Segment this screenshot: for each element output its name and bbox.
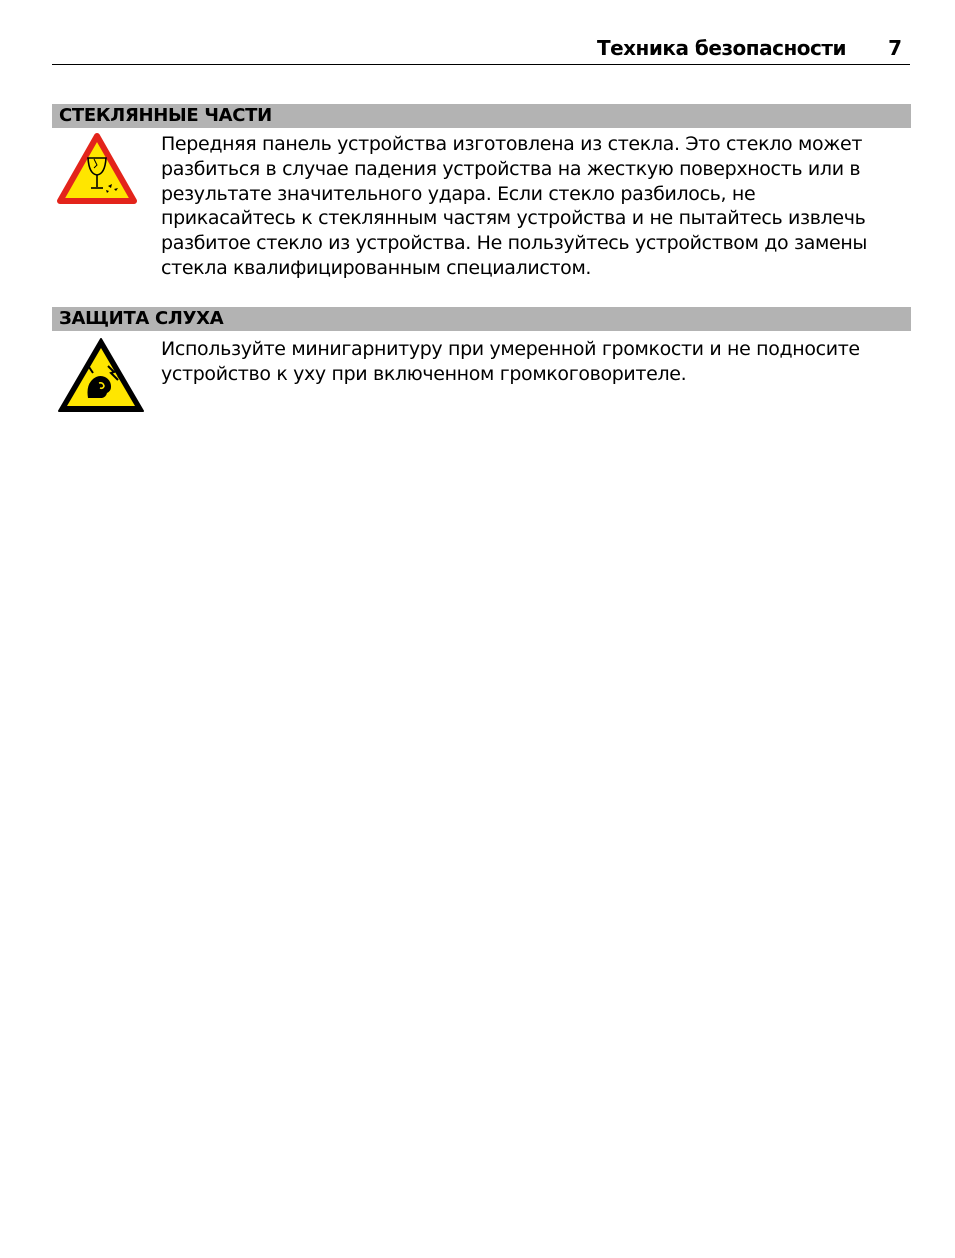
broken-glass-warning-icon: [56, 132, 138, 206]
section-heading-hearing: [52, 307, 911, 331]
page-header: [52, 34, 910, 65]
section-body-hearing: [161, 337, 911, 387]
page-number: 7: [888, 36, 902, 60]
section-heading-glass: [52, 104, 911, 128]
hearing-damage-warning-icon: [56, 336, 146, 414]
text-line: Передняя панель устройства изготовлена из стекла. Это стекло может: [161, 133, 863, 155]
text-line: разбиться в случае падения устройства на жесткую поверхность или в: [161, 157, 861, 180]
text-line: разбитое стекло из устройства. Не пользуйтесь устройством до замены: [161, 232, 868, 255]
header-title: Техника безопасности: [596, 36, 846, 60]
text-line: результате значительного удара. Если стекло разбилось, не: [161, 182, 756, 205]
section-heading-text: ЗАЩИТА СЛУХА: [59, 308, 224, 329]
section-body-glass: [161, 132, 911, 281]
text-line: стекла квалифицированным специалистом.: [161, 256, 592, 279]
section-heading-text: СТЕКЛЯННЫЕ ЧАСТИ: [59, 105, 272, 126]
text-line: Используйте минигарнитуру при умеренной громкости и не подносите: [161, 338, 860, 360]
text-line: прикасайтесь к стеклянным частям устройства и не пытайтесь извлечь: [161, 207, 866, 230]
text-line: устройство к уху при включенном громкоговорителе.: [161, 362, 687, 385]
